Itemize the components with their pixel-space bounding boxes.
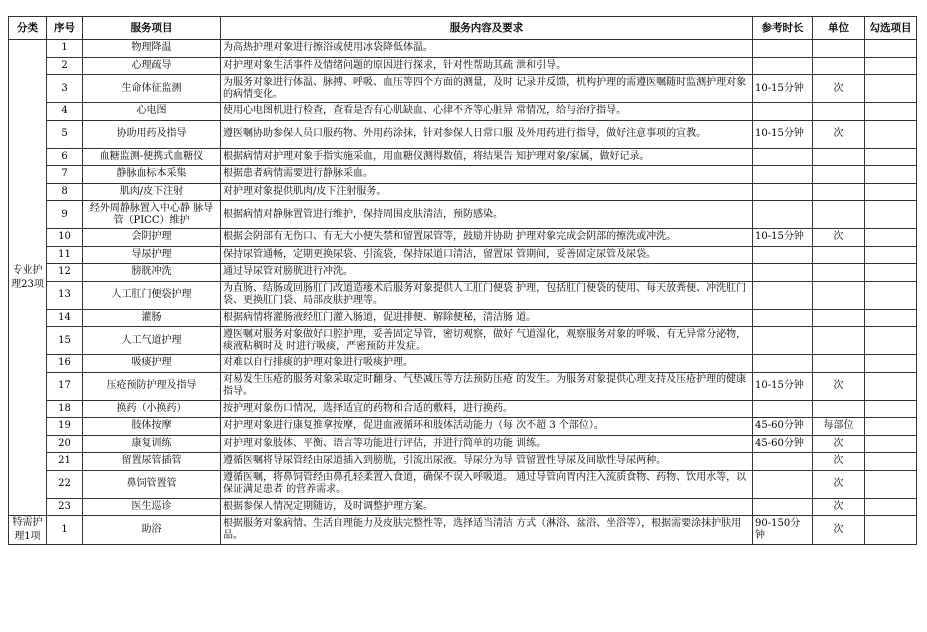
- table-row: [9, 400, 917, 418]
- row-number-cell: 15: [47, 327, 83, 355]
- table-header-row: [9, 17, 917, 40]
- service-content-cell: 遵循医嘱，将鼻饲管经由鼻孔轻柔置入食道，确保不误入呼吸道。 通过导管向胃内注入流质食物、药物、饮用水等，以保证满足患者 的营养需求。: [221, 470, 753, 498]
- service-name-cell: 助浴: [83, 516, 221, 545]
- table-row: [9, 281, 917, 309]
- unit-cell: 次: [813, 470, 865, 498]
- service-name-cell: 吸痰护理: [83, 355, 221, 373]
- service-content-cell: 对难以自行排痰的护理对象进行吸痰护理。: [221, 355, 753, 373]
- row-number-cell: 2: [47, 57, 83, 75]
- service-content-cell: 按护理对象伤口情况，选择适宜的药物和合适的敷料，进行换药。: [221, 400, 753, 418]
- service-content-cell: 使用心电图机进行检查，查看是否有心肌缺血、心律不齐等心脏异 常情况，给与治疗指导。: [221, 103, 753, 121]
- table-row: [9, 120, 917, 148]
- row-number-cell: 12: [47, 264, 83, 282]
- unit-cell: [813, 246, 865, 264]
- row-number-cell: 16: [47, 355, 83, 373]
- check-cell[interactable]: [865, 516, 917, 545]
- row-number-cell: 3: [47, 75, 83, 103]
- service-name-cell: 经外周静脉置入中心静 脉导管（PICC）维护: [83, 201, 221, 229]
- duration-cell: [753, 264, 813, 282]
- service-name-cell: 心理疏导: [83, 57, 221, 75]
- header-service-content: 服务内容及要求: [221, 17, 753, 40]
- service-content-cell: 根据病情将灌肠液经肛门灌入肠道，促进排便、解除便秘，清洁肠 道。: [221, 309, 753, 327]
- header-unit: 单位: [813, 17, 865, 40]
- row-number-cell: 19: [47, 418, 83, 436]
- unit-cell: 次: [813, 120, 865, 148]
- service-name-cell: 心电图: [83, 103, 221, 121]
- duration-cell: [753, 40, 813, 58]
- unit-cell: 次: [813, 498, 865, 516]
- row-number-cell: 18: [47, 400, 83, 418]
- check-cell[interactable]: [865, 470, 917, 498]
- table-body: [9, 40, 917, 545]
- duration-cell: 10-15分钟: [753, 372, 813, 400]
- unit-cell: [813, 148, 865, 166]
- table-row: [9, 201, 917, 229]
- check-cell[interactable]: [865, 327, 917, 355]
- service-name-cell: 康复训练: [83, 435, 221, 453]
- row-number-cell: 6: [47, 148, 83, 166]
- duration-cell: 10-15分钟: [753, 75, 813, 103]
- duration-cell: [753, 183, 813, 201]
- service-content-cell: 根据患者病情需要进行静脉采血。: [221, 166, 753, 184]
- table-row: [9, 418, 917, 436]
- row-number-cell: 1: [47, 516, 83, 545]
- duration-cell: 45-60分钟: [753, 435, 813, 453]
- service-content-cell: 遵医嘱对服务对象做好口腔护理，妥善固定导管，密切观察，做好 气道湿化，观察服务对象的呼吸、有无异常分泌物，痰液粘稠时及 时进行吸痰，严密预防并发症。: [221, 327, 753, 355]
- unit-cell: [813, 355, 865, 373]
- duration-cell: [753, 470, 813, 498]
- check-cell[interactable]: [865, 40, 917, 58]
- table-row: [9, 435, 917, 453]
- check-cell[interactable]: [865, 355, 917, 373]
- check-cell[interactable]: [865, 372, 917, 400]
- check-cell[interactable]: [865, 229, 917, 247]
- service-content-cell: 对护理对象进行康复推拿按摩，促进血液循环和肢体活动能力（每 次不超 3 个部位）。: [221, 418, 753, 436]
- service-name-cell: 物理降温: [83, 40, 221, 58]
- check-cell[interactable]: [865, 435, 917, 453]
- unit-cell: 次: [813, 516, 865, 545]
- row-number-cell: 21: [47, 453, 83, 471]
- service-name-cell: 人工肛门便袋护理: [83, 281, 221, 309]
- header-duration: 参考时长: [753, 17, 813, 40]
- duration-cell: [753, 355, 813, 373]
- unit-cell: [813, 166, 865, 184]
- service-content-cell: 保持尿管通畅，定期更换尿袋、引流袋，保持尿道口清洁，留置尿 管期间，妥善固定尿管及尿袋。: [221, 246, 753, 264]
- service-content-cell: 通过导尿管对膀胱进行冲洗。: [221, 264, 753, 282]
- service-name-cell: 压疮预防护理及指导: [83, 372, 221, 400]
- service-name-cell: 静脉血标本采集: [83, 166, 221, 184]
- service-name-cell: 医生巡诊: [83, 498, 221, 516]
- table-row: [9, 103, 917, 121]
- table-row: [9, 183, 917, 201]
- row-number-cell: 14: [47, 309, 83, 327]
- check-cell[interactable]: [865, 148, 917, 166]
- service-content-cell: 为高热护理对象进行擦浴或使用冰袋降低体温。: [221, 40, 753, 58]
- service-name-cell: 导尿护理: [83, 246, 221, 264]
- table-row: [9, 148, 917, 166]
- duration-cell: [753, 327, 813, 355]
- row-number-cell: 9: [47, 201, 83, 229]
- table-row: [9, 498, 917, 516]
- check-cell[interactable]: [865, 166, 917, 184]
- check-cell[interactable]: [865, 120, 917, 148]
- service-name-cell: 协助用药及指导: [83, 120, 221, 148]
- service-name-cell: 生命体征监测: [83, 75, 221, 103]
- row-number-cell: 13: [47, 281, 83, 309]
- service-content-cell: 根据病情对护理对象手指实施采血，用血糖仪测得数值，将结果告 知护理对象/家属，做好记录。: [221, 148, 753, 166]
- row-number-cell: 8: [47, 183, 83, 201]
- row-number-cell: 22: [47, 470, 83, 498]
- unit-cell: [813, 103, 865, 121]
- table-row: [9, 327, 917, 355]
- row-number-cell: 10: [47, 229, 83, 247]
- row-number-cell: 1: [47, 40, 83, 58]
- duration-cell: [753, 400, 813, 418]
- unit-cell: [813, 201, 865, 229]
- unit-cell: [813, 400, 865, 418]
- unit-cell: [813, 183, 865, 201]
- table-row: [9, 470, 917, 498]
- duration-cell: [753, 57, 813, 75]
- service-content-cell: 根据参保人情况定期随访，及时调整护理方案。: [221, 498, 753, 516]
- header-number: 序号: [47, 17, 83, 40]
- table-row: [9, 372, 917, 400]
- service-content-cell: 对护理对象生活事件及情绪问题的原因进行探求，针对性帮助其疏 泄和引导。: [221, 57, 753, 75]
- service-name-cell: 会阴护理: [83, 229, 221, 247]
- duration-cell: 10-15分钟: [753, 229, 813, 247]
- table-row: [9, 75, 917, 103]
- table-row: [9, 516, 917, 545]
- check-cell[interactable]: [865, 309, 917, 327]
- unit-cell: 次: [813, 453, 865, 471]
- table-row: [9, 355, 917, 373]
- duration-cell: [753, 148, 813, 166]
- unit-cell: 每部位: [813, 418, 865, 436]
- unit-cell: [813, 281, 865, 309]
- row-number-cell: 5: [47, 120, 83, 148]
- unit-cell: 次: [813, 435, 865, 453]
- service-items-table: [8, 16, 917, 545]
- service-content-cell: 为直肠、结肠或回肠肛门改道造瘘术后服务对象提供人工肛门便袋 护理，包括肛门便袋的使用、每天放粪便、冲洗肛门袋、更换肛门袋、局部皮肤护理等。: [221, 281, 753, 309]
- service-name-cell: 人工气道护理: [83, 327, 221, 355]
- table-row: [9, 453, 917, 471]
- service-name-cell: 灌肠: [83, 309, 221, 327]
- row-number-cell: 23: [47, 498, 83, 516]
- duration-cell: [753, 281, 813, 309]
- service-name-cell: 膀胱冲洗: [83, 264, 221, 282]
- check-cell[interactable]: [865, 103, 917, 121]
- service-content-cell: 根据服务对象病情、生活自理能力及皮肤完整性等，选择适当清洁 方式（淋浴、盆浴、坐浴等），根据需要涂抹护肤用品。: [221, 516, 753, 545]
- check-cell[interactable]: [865, 281, 917, 309]
- duration-cell: 45-60分钟: [753, 418, 813, 436]
- table-row: [9, 229, 917, 247]
- table-row: [9, 166, 917, 184]
- table-row: [9, 264, 917, 282]
- service-name-cell: 肢体按摩: [83, 418, 221, 436]
- row-number-cell: 17: [47, 372, 83, 400]
- table-row: [9, 246, 917, 264]
- check-cell[interactable]: [865, 201, 917, 229]
- service-content-cell: 遵医嘱协助参保人员口服药物、外用药涂抹，针对参保人日常口服 及外用药进行指导，做好注意事项的宣教。: [221, 120, 753, 148]
- category-cell: 特需护理1项: [9, 516, 47, 545]
- category-cell: 专业护理23项: [9, 40, 47, 516]
- service-name-cell: 血糖监测-便携式血糖仪: [83, 148, 221, 166]
- check-cell[interactable]: [865, 75, 917, 103]
- check-cell[interactable]: [865, 453, 917, 471]
- row-number-cell: 20: [47, 435, 83, 453]
- table-row: [9, 40, 917, 58]
- service-name-cell: 肌肉/皮下注射: [83, 183, 221, 201]
- service-name-cell: 鼻饲管置管: [83, 470, 221, 498]
- service-content-cell: 根据会阴部有无伤口、有无大小便失禁和留置尿管等，鼓励并协助 护理对象完成会阴部的擦洗或冲洗。: [221, 229, 753, 247]
- unit-cell: [813, 57, 865, 75]
- duration-cell: [753, 166, 813, 184]
- service-content-cell: 对易发生压疮的服务对象采取定时翻身、气垫减压等方法预防压疮 的发生。为服务对象提供心理支持及压疮护理的健康指导。: [221, 372, 753, 400]
- check-cell[interactable]: [865, 264, 917, 282]
- row-number-cell: 11: [47, 246, 83, 264]
- unit-cell: 次: [813, 372, 865, 400]
- header-service-item: 服务项目: [83, 17, 221, 40]
- duration-cell: [753, 309, 813, 327]
- unit-cell: [813, 40, 865, 58]
- header-check: 勾选项目: [865, 17, 917, 40]
- duration-cell: 10-15分钟: [753, 120, 813, 148]
- unit-cell: 次: [813, 75, 865, 103]
- table-row: [9, 57, 917, 75]
- duration-cell: 90-150分钟: [753, 516, 813, 545]
- check-cell[interactable]: [865, 418, 917, 436]
- duration-cell: [753, 453, 813, 471]
- service-table-container: [8, 16, 916, 545]
- service-content-cell: 为服务对象进行体温、脉搏、呼吸、血压等四个方面的测量，及时 记录并反馈，机构护理的需遵医嘱随时监测护理对象的病情变化。: [221, 75, 753, 103]
- unit-cell: [813, 327, 865, 355]
- check-cell[interactable]: [865, 246, 917, 264]
- service-content-cell: 根据病情对静脉置管进行维护，保持周围皮肤清洁，预防感染。: [221, 201, 753, 229]
- check-cell[interactable]: [865, 57, 917, 75]
- duration-cell: [753, 498, 813, 516]
- service-name-cell: 换药（小换药）: [83, 400, 221, 418]
- service-content-cell: 对护理对象提供肌肉/皮下注射服务。: [221, 183, 753, 201]
- duration-cell: [753, 246, 813, 264]
- check-cell[interactable]: [865, 400, 917, 418]
- duration-cell: [753, 103, 813, 121]
- duration-cell: [753, 201, 813, 229]
- service-content-cell: 遵循医嘱将导尿管经由尿道插入到膀胱，引流出尿液。导尿分为导 管留置性导尿及间歇性导尿两种。: [221, 453, 753, 471]
- row-number-cell: 4: [47, 103, 83, 121]
- unit-cell: [813, 309, 865, 327]
- service-name-cell: 留置尿管插管: [83, 453, 221, 471]
- header-category: 分类: [9, 17, 47, 40]
- check-cell[interactable]: [865, 498, 917, 516]
- table-row: [9, 309, 917, 327]
- row-number-cell: 7: [47, 166, 83, 184]
- check-cell[interactable]: [865, 183, 917, 201]
- unit-cell: [813, 264, 865, 282]
- service-content-cell: 对护理对象肢体、平衡、语言等功能进行评估，并进行简单的功能 训练。: [221, 435, 753, 453]
- unit-cell: 次: [813, 229, 865, 247]
